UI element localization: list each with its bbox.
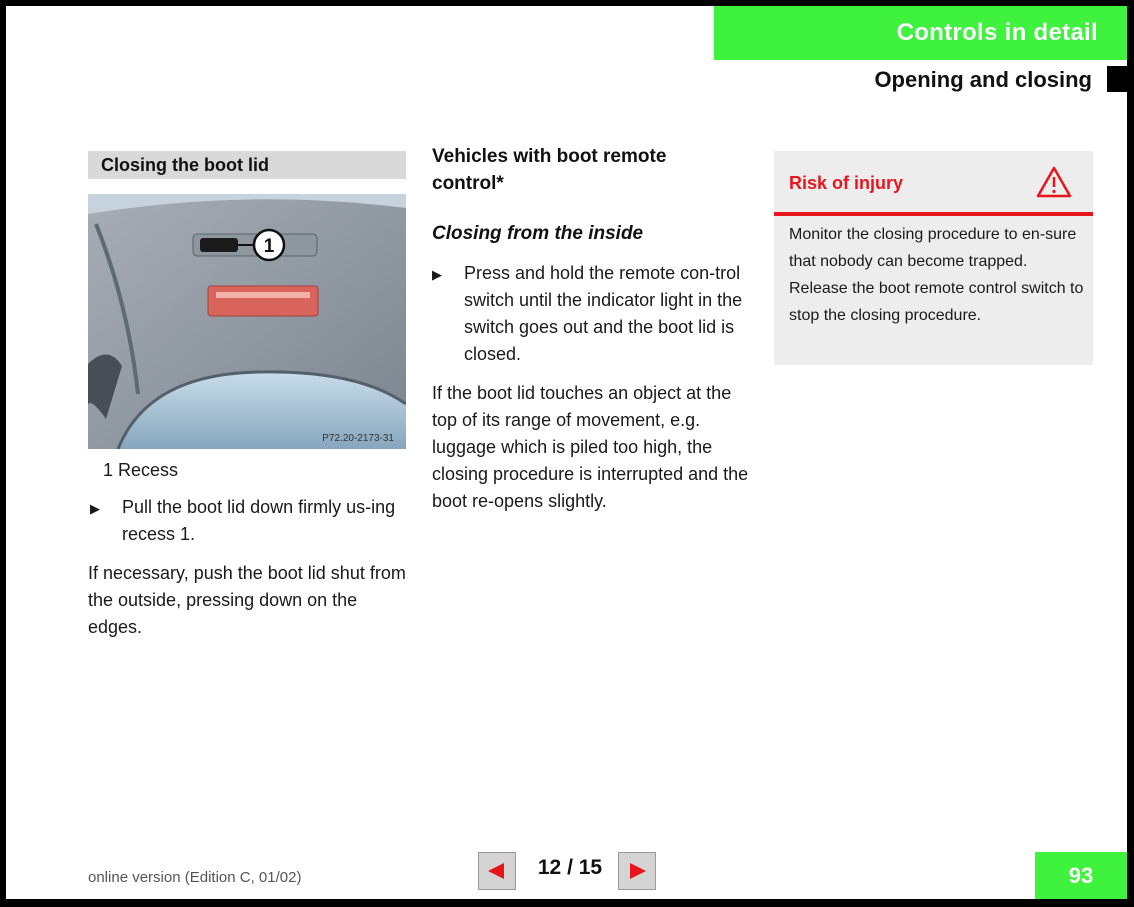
- instruction-bullet: [432, 260, 752, 368]
- bullet-text: Pull the boot lid down firmly us-ing recess 1.: [122, 497, 396, 544]
- arrow-right-icon: [626, 861, 648, 881]
- warning-title: Risk of injury: [789, 173, 904, 193]
- bullet-arrow-icon: ▶: [432, 267, 442, 282]
- bullet-arrow-icon: ▶: [90, 501, 100, 516]
- page-counter: 12 / 15: [537, 856, 603, 879]
- bullet-text: Press and hold the remote con-trol switch until the indicator light in the switch goes out and the boot lid is closed.: [464, 263, 743, 364]
- warning-triangle-icon: [1035, 165, 1073, 199]
- recess-callout: 1: [263, 236, 275, 257]
- edition-label: online version (Edition C, 01/02): [88, 869, 302, 886]
- subsection-header: Opening and closing: [874, 67, 1092, 92]
- manual-page: [6, 6, 1127, 899]
- warning-divider: [774, 212, 1093, 216]
- section-heading: Closing the boot lid: [88, 151, 406, 179]
- previous-page-button[interactable]: [478, 852, 516, 890]
- paragraph: If necessary, push the boot lid shut from the outside, pressing down on the edges.: [88, 563, 406, 637]
- paragraph: If the boot lid touches an object at the top of its range of movement, e.g. luggage which is piled too high, the closing procedure is interrupted and the boot re-opens slightly.: [432, 383, 749, 511]
- next-page-button[interactable]: [618, 852, 656, 890]
- boot-lid-photo: [88, 194, 406, 449]
- tab-marker: [1107, 66, 1127, 92]
- photo-code: P72.20-2173-31: [322, 433, 394, 444]
- warning-box: [774, 151, 1093, 365]
- warning-text: Monitor the closing procedure to en-sure that nobody can become trapped. Release the boot remote control switch to stop the closing procedure.: [789, 226, 1084, 324]
- photo-caption: 1 Recess: [103, 460, 179, 480]
- arrow-left-icon: [486, 861, 508, 881]
- section-heading: Vehicles with boot remote control*: [432, 146, 667, 194]
- page-number: 93: [1035, 852, 1127, 899]
- subheading: Closing from the inside: [432, 223, 644, 244]
- section-header: Controls in detail: [714, 6, 1127, 60]
- instruction-bullet: [90, 494, 410, 548]
